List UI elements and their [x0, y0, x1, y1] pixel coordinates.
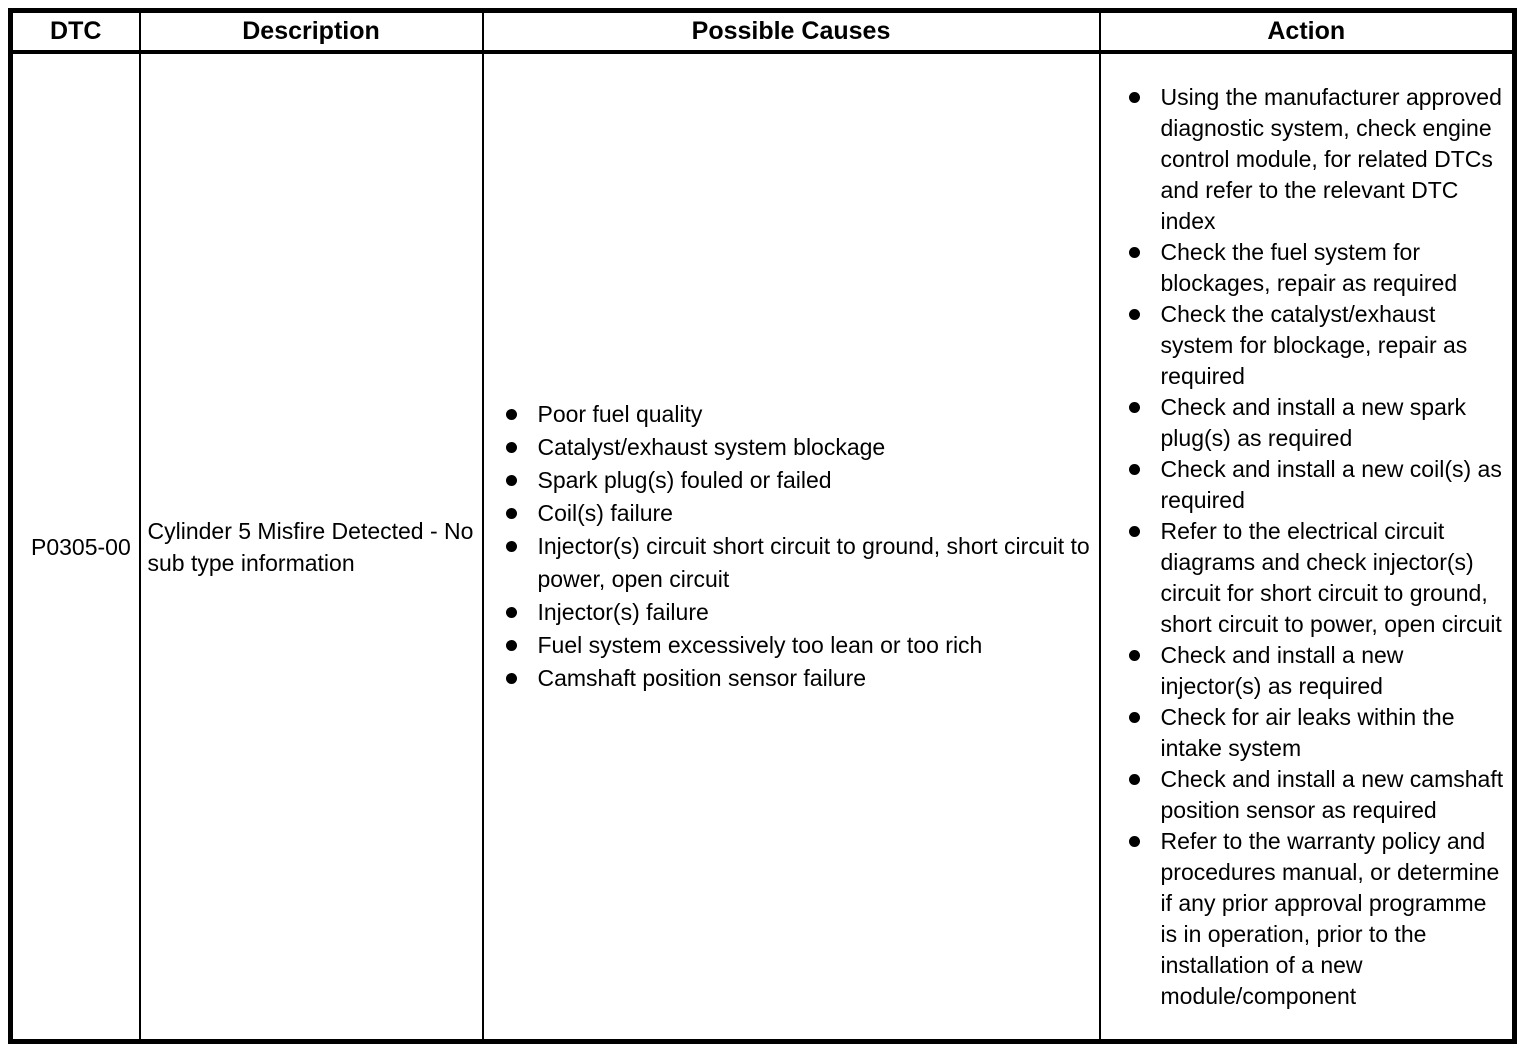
bullet-item: Refer to the electrical circuit diagrams and check injector(s) circuit for short circuit to ground, short circuit to power, open circuit: [1127, 516, 1507, 640]
bullet-item: Injector(s) failure: [504, 596, 1091, 629]
bullet-item: Poor fuel quality: [504, 398, 1091, 431]
description-cell: Cylinder 5 Misfire Detected - No sub type information: [140, 52, 483, 1042]
possible-causes-cell: [483, 52, 1100, 1042]
bullet-item: Injector(s) circuit short circuit to ground, short circuit to power, open circuit: [504, 530, 1091, 596]
table-row: [11, 52, 1515, 1042]
bullet-item: Check and install a new spark plug(s) as required: [1127, 392, 1507, 454]
column-header-action: Action: [1100, 11, 1515, 53]
dtc-table: [8, 8, 1517, 1044]
table-header-row: [11, 11, 1515, 53]
bullet-item: Check the catalyst/exhaust system for blockage, repair as required: [1127, 299, 1507, 392]
bullet-item: Check and install a new injector(s) as required: [1127, 640, 1507, 702]
bullet-item: Catalyst/exhaust system blockage: [504, 431, 1091, 464]
action-cell: [1100, 52, 1515, 1042]
action-list: [1127, 82, 1507, 1012]
bullet-item: Check and install a new camshaft position sensor as required: [1127, 764, 1507, 826]
column-header-possible-causes: Possible Causes: [483, 11, 1100, 53]
dtc-code-cell: P0305-00: [31, 533, 131, 560]
bullet-item: Refer to the warranty policy and procedures manual, or determine if any prior approval programme is in operation, prior to the installation of a new module/component: [1127, 826, 1507, 1012]
possible-causes-list: [504, 398, 1091, 695]
bullet-item: Fuel system excessively too lean or too rich: [504, 629, 1091, 662]
bullet-item: Check for air leaks within the intake system: [1127, 702, 1507, 764]
bullet-item: Check the fuel system for blockages, repair as required: [1127, 237, 1507, 299]
bullet-item: Spark plug(s) fouled or failed: [504, 464, 1091, 497]
bullet-item: Coil(s) failure: [504, 497, 1091, 530]
bullet-item: Check and install a new coil(s) as required: [1127, 454, 1507, 516]
bullet-item: Using the manufacturer approved diagnostic system, check engine control module, for related DTCs and refer to the relevant DTC index: [1127, 82, 1507, 237]
column-header-dtc: DTC: [11, 11, 140, 53]
column-header-description: Description: [140, 11, 483, 53]
bullet-item: Camshaft position sensor failure: [504, 662, 1091, 695]
